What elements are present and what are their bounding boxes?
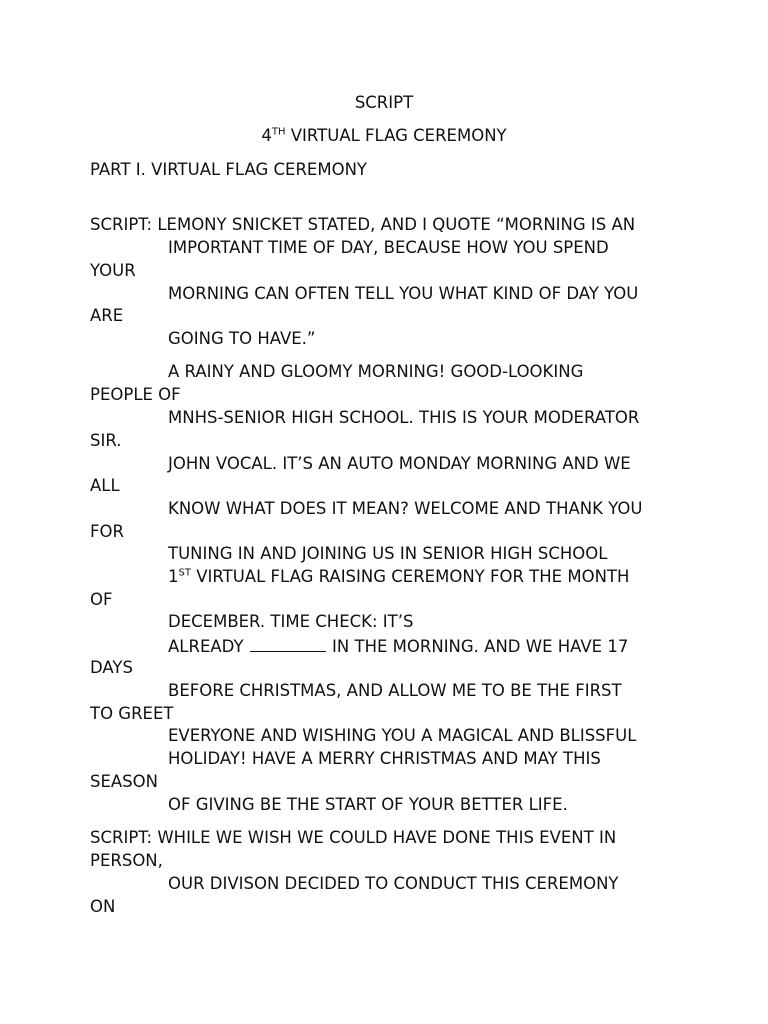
script-line: ARE xyxy=(90,306,124,325)
document-title: SCRIPT xyxy=(354,93,414,112)
ordinal-superscript: ST xyxy=(178,567,191,579)
morning-text: IN THE MORNING. AND WE HAVE 17 xyxy=(332,637,629,656)
script-line: DECEMBER. TIME CHECK: IT’S xyxy=(168,612,414,631)
script-line: IMPORTANT TIME OF DAY, BECAUSE HOW YOU SPEND xyxy=(168,238,609,257)
script-line: TUNING IN AND JOINING US IN SENIOR HIGH SCHOOL xyxy=(168,544,608,563)
script-line: OF xyxy=(90,590,113,609)
script-line: MORNING CAN OFTEN TELL YOU WHAT KIND OF DAY YOU xyxy=(168,284,639,303)
script-line: A RAINY AND GLOOMY MORNING! GOOD-LOOKING xyxy=(168,362,584,381)
subtitle-superscript: TH xyxy=(271,126,286,138)
script-line-ordinal xyxy=(168,569,629,586)
fill-in-blank xyxy=(250,637,326,652)
script-line: JOHN VOCAL. IT’S AN AUTO MONDAY MORNING AND WE xyxy=(168,454,631,473)
script-line: FOR xyxy=(90,522,124,541)
script-line: MNHS-SENIOR HIGH SCHOOL. THIS IS YOUR MODERATOR xyxy=(168,408,640,427)
script-line: HOLIDAY! HAVE A MERRY CHRISTMAS AND MAY THIS xyxy=(168,749,601,768)
script-line: OUR DIVISON DECIDED TO CONDUCT THIS CEREMONY xyxy=(168,874,619,893)
ordinal-line-text: VIRTUAL FLAG RAISING CEREMONY FOR THE MONTH xyxy=(196,567,630,586)
script-line: SIR. xyxy=(90,431,122,450)
subtitle-text: VIRTUAL FLAG CEREMONY xyxy=(285,126,507,145)
document-subtitle xyxy=(0,128,768,145)
already-text: ALREADY xyxy=(168,637,244,656)
script-line: SCRIPT: WHILE WE WISH WE COULD HAVE DONE THIS EVENT IN xyxy=(90,828,617,847)
ordinal-number: 1 xyxy=(168,567,179,586)
script-line: ALL xyxy=(90,476,120,495)
script-line: SEASON xyxy=(90,772,158,791)
script-line: SCRIPT: LEMONY SNICKET STATED, AND I QUOTE “MORNING IS AN xyxy=(90,215,636,234)
script-line: GOING TO HAVE.” xyxy=(168,329,316,348)
script-line-blank xyxy=(168,637,628,656)
script-line: TO GREET xyxy=(90,704,174,723)
script-line: PEOPLE OF xyxy=(90,385,181,404)
script-line: KNOW WHAT DOES IT MEAN? WELCOME AND THANK YOU xyxy=(168,499,643,518)
script-line: OF GIVING BE THE START OF YOUR BETTER LIFE. xyxy=(168,795,568,814)
part-heading: PART I. VIRTUAL FLAG CEREMONY xyxy=(90,160,367,179)
script-line: EVERYONE AND WISHING YOU A MAGICAL AND BLISSFUL xyxy=(168,726,637,745)
script-line: DAYS xyxy=(90,658,133,677)
subtitle-number: 4 xyxy=(261,126,272,145)
script-line: YOUR xyxy=(90,261,136,280)
script-line: ON xyxy=(90,897,116,916)
script-line: BEFORE CHRISTMAS, AND ALLOW ME TO BE THE FIRST xyxy=(168,681,622,700)
script-line: PERSON, xyxy=(90,851,163,870)
